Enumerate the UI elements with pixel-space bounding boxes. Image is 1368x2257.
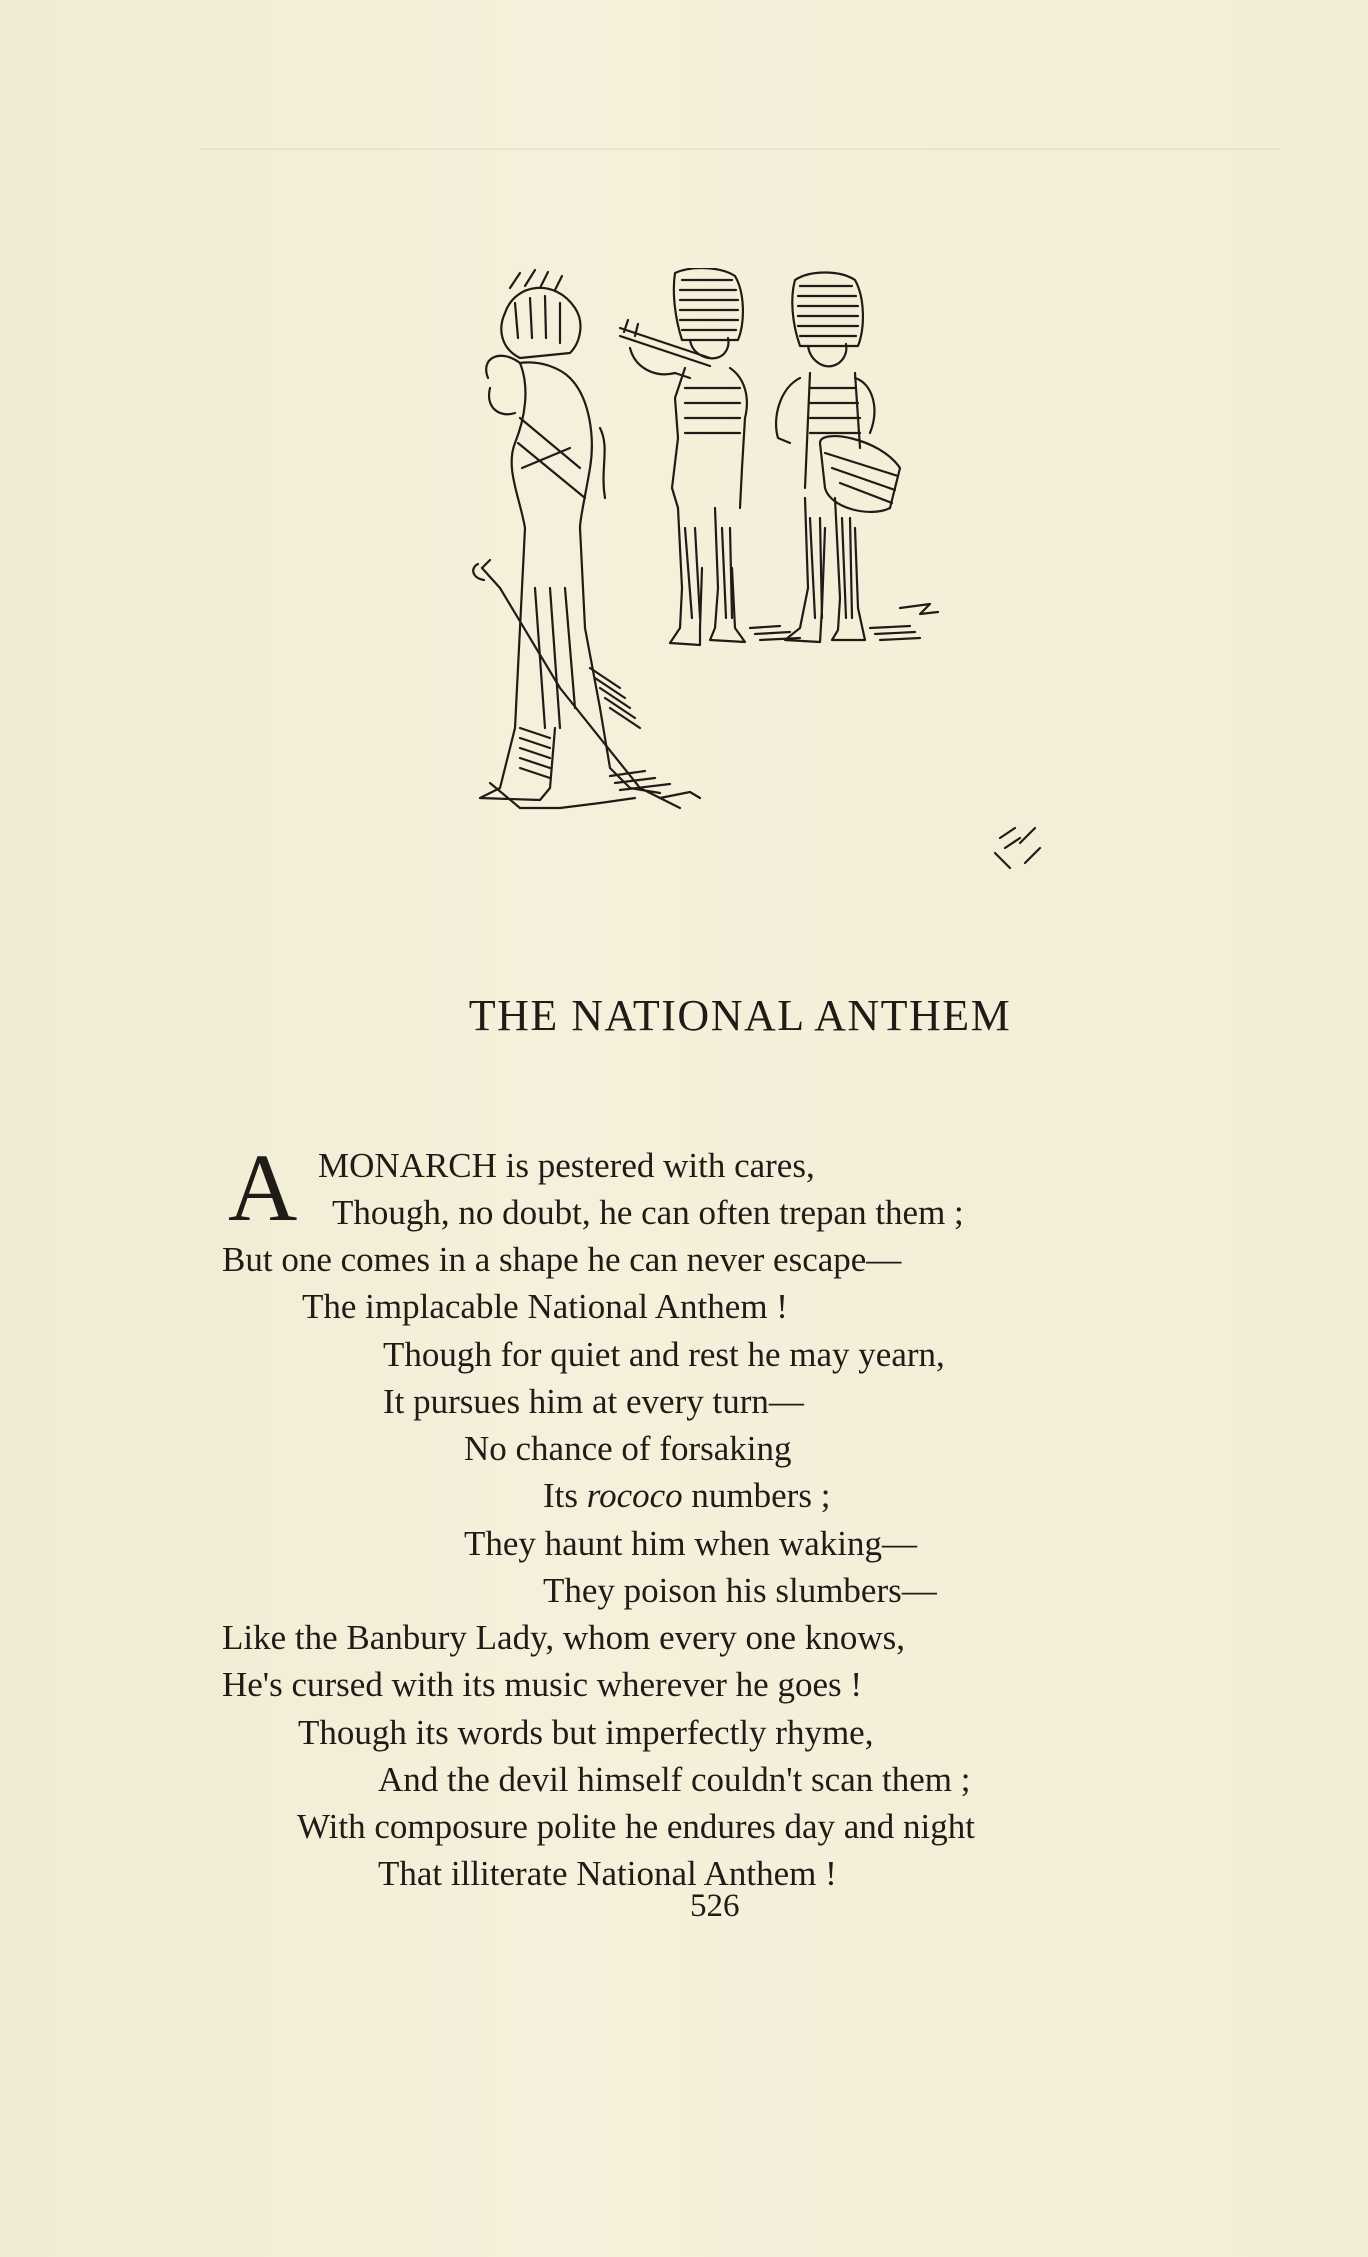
poem-line: It pursues him at every turn—: [383, 1382, 804, 1421]
poem-line: They haunt him when waking—: [464, 1524, 917, 1563]
poem-line: Though its words but imperfectly rhyme,: [298, 1713, 874, 1752]
poem-line: He's cursed with its music wherever he goes !: [222, 1665, 863, 1704]
drop-cap: A: [228, 1134, 298, 1241]
poem-line-rococo: Its rococo numbers ;: [543, 1476, 831, 1515]
poem-line: Though, no doubt, he can often trepan them ;: [332, 1193, 964, 1232]
poem-title: THE NATIONAL ANTHEM: [468, 991, 1012, 1040]
bleed-through-rule: [200, 148, 1280, 150]
poem-line: But one comes in a shape he can never escape—: [222, 1240, 902, 1279]
poem-line: No chance of forsaking: [464, 1429, 792, 1468]
soldiers-illustration: [460, 268, 1060, 888]
fifer-figure: [620, 268, 800, 645]
poem-line: They poison his slumbers—: [543, 1571, 937, 1610]
poem-line: Like the Banbury Lady, whom every one knows,: [222, 1618, 905, 1657]
drummer-figure: [776, 273, 938, 643]
poem-line: MONARCH is pestered with cares,: [318, 1146, 815, 1185]
poem-line: That illiterate National Anthem !: [378, 1854, 837, 1893]
poem-line: Though for quiet and rest he may yearn,: [383, 1335, 945, 1374]
poem-line: With composure polite he endures day and night: [297, 1807, 976, 1846]
bleed-through-text: [520, 72, 1040, 122]
artist-monogram: [995, 828, 1040, 868]
poem-line: The implacable National Anthem !: [302, 1287, 788, 1326]
poem-line: And the devil himself couldn't scan them ;: [378, 1760, 971, 1799]
page-number: 526: [690, 1888, 740, 1924]
